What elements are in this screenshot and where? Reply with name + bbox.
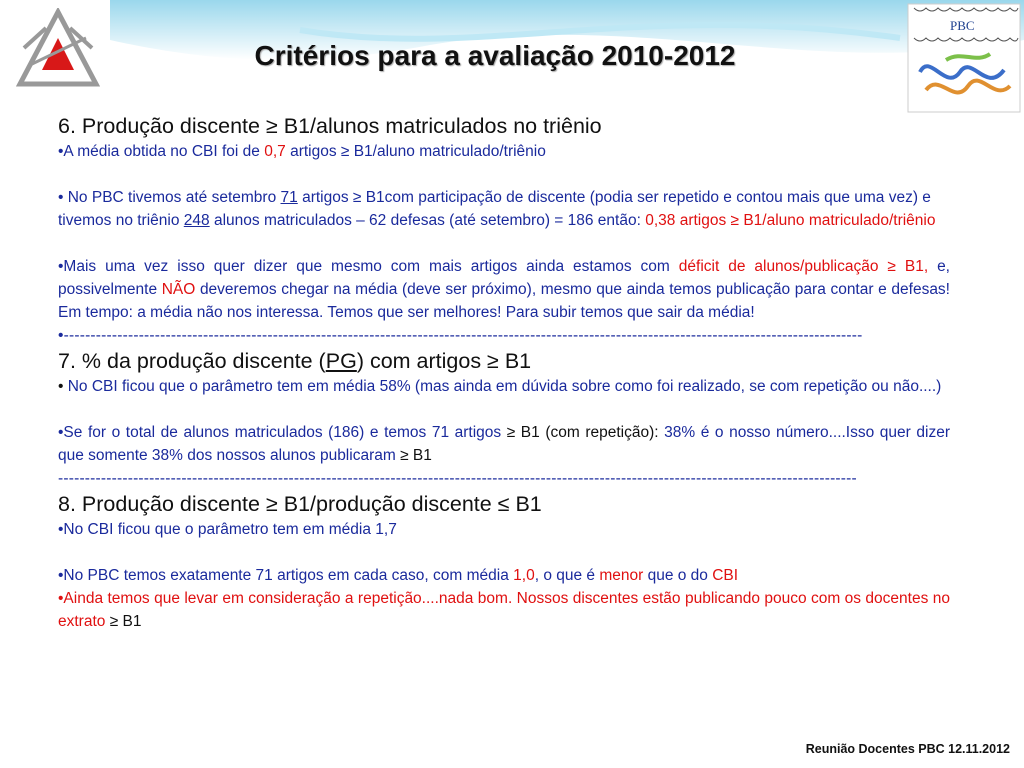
pbc-logo: [906, 2, 1022, 114]
s7-bullet-2: •Se for o total de alunos matriculados (186) e temos 71 artigos ≥ B1 (com repetição): 38% é o nosso número....Isso quer dizer que somente 38% dos nossos alunos publicaram ≥ B1: [58, 424, 950, 464]
pbc-logo-text: PBC: [950, 18, 975, 33]
section-6-heading: 6. Produção discente ≥ B1/alunos matriculados no triênio: [58, 114, 602, 138]
s6-bullet-1: •A média obtida no CBI foi de 0,7 artigos ≥ B1/aluno matriculado/triênio: [58, 143, 546, 160]
s8-bullet-1: •No CBI ficou que o parâmetro tem em média 1,7: [58, 521, 397, 538]
s7-separator: -----------------------------------------------------------------------------------------------------------------------------------------------------: [58, 470, 857, 487]
s8-bullet-2: •No PBC temos exatamente 71 artigos em cada caso, com média 1,0, o que é menor que o do CBI: [58, 567, 739, 584]
s8-bullet-3: •Ainda temos que levar em consideração a repetição....nada bom. Nossos discentes estão publicando pouco com os docentes no extrato ≥ B1: [58, 590, 950, 630]
slide-body: [58, 112, 950, 633]
s7-bullet-1: • No CBI ficou que o parâmetro tem em média 58% (mas ainda em dúvida sobre como foi realizado, se com repetição ou não....): [58, 378, 942, 395]
section-8-heading: 8. Produção discente ≥ B1/produção discente ≤ B1: [58, 492, 542, 516]
s6-bullet-3: •Mais uma vez isso quer dizer que mesmo com mais artigos ainda estamos com déficit de alunos/publicação ≥ B1, e, possivelmente NÃO deveremos chegar na média (deve ser próximo), mesmo que ainda temos publicação para contar e defesas! Em tempo: a média não nos interessa. Temos que ser melhores! Para subir temos que sair da média!: [58, 258, 950, 321]
footer-text: Reunião Docentes PBC 12.11.2012: [805, 742, 1010, 756]
page-title: Critérios para a avaliação 2010-2012: [254, 40, 736, 71]
s6-separator: •-----------------------------------------------------------------------------------------------------------------------------------------------------: [58, 327, 863, 344]
s6-bullet-2: • No PBC tivemos até setembro 71 artigos ≥ B1com participação de discente (podia ser repetido e contou mais que uma vez) e tivemos no triênio 248 alunos matriculados – 62 defesas (até setembro) = 186 então: 0,38 artigos ≥ B1/aluno matriculado/triênio: [58, 189, 936, 229]
section-7-heading: 7. % da produção discente (PG) com artigos ≥ B1: [58, 349, 532, 373]
